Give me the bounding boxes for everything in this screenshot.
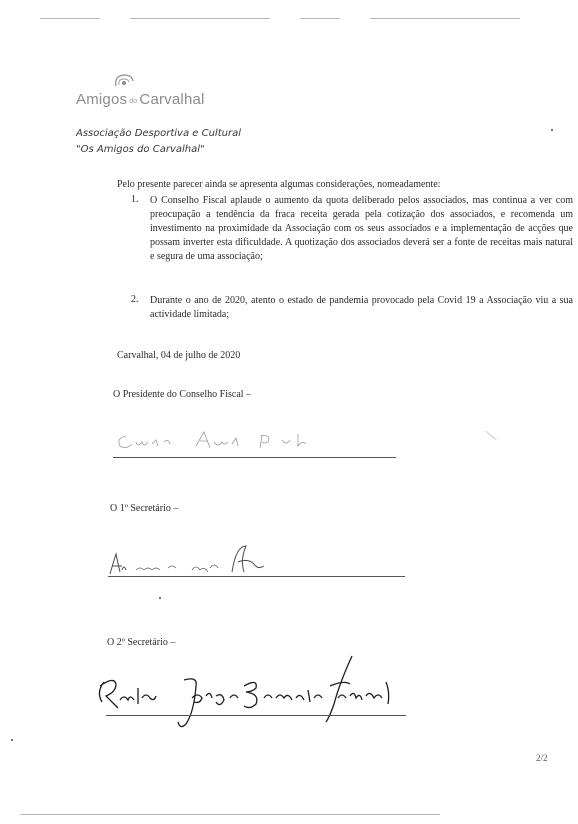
- secretary1-signature-line: [108, 576, 405, 577]
- association-name-line1: Associação Desportiva e Cultural: [76, 128, 241, 139]
- list-item-number: 2.: [131, 294, 139, 305]
- scan-edge-bottom: [20, 814, 440, 815]
- secretary2-signature: [94, 652, 404, 734]
- secretary2-signature-line: [106, 715, 406, 716]
- list-item-text: Durante o ano de 2020, atento o estado de pandemia provocado pela Covid 19 a Associação viu a sua actividade limitada;: [150, 295, 573, 320]
- scan-edge-top: [130, 18, 270, 19]
- president-signature-line: [113, 457, 396, 458]
- secretary1-label: O 1º Secretário –: [110, 503, 179, 514]
- scan-speck: [551, 129, 553, 131]
- scan-speck: [159, 597, 161, 599]
- scan-speck: [11, 739, 13, 741]
- logo-wordmark: [76, 91, 205, 108]
- intro-paragraph: Pelo presente parecer ainda se apresenta algumas considerações, nomeadamente:: [117, 179, 441, 190]
- place-date: Carvalhal, 04 de julho de 2020: [117, 350, 241, 361]
- list-item-text: O Conselho Fiscal aplaude o aumento da quota deliberado pelos associados, mas continua a ver com preocupação a tendência da fraca receita gerada pela cotização dos associados, e recomenda um investimento na proximidade da Associação com os seus associados e a implementação de acções que possam inverter esta dificuldade. A quotização dos associados deverá ser a fonte de receitas mais natural e segura de uma associação;: [150, 195, 573, 262]
- president-label: O Presidente do Conselho Fiscal –: [113, 389, 252, 400]
- association-name-line2: "Os Amigos do Carvalhal": [76, 144, 205, 155]
- list-item-number: 1.: [131, 194, 139, 205]
- scan-edge-top: [40, 18, 100, 19]
- logo-word-do: do: [129, 98, 138, 105]
- scan-edge-top: [370, 18, 520, 19]
- scan-edge-top: [300, 18, 340, 19]
- page-number: 2/2: [536, 753, 548, 763]
- secretary1-signature: [108, 540, 288, 580]
- logo-word-carvalhal: Carvalhal: [139, 91, 205, 108]
- secretary2-label: O 2º Secretário –: [107, 637, 176, 648]
- president-signature: [112, 426, 352, 458]
- logo-word-amigos: Amigos: [76, 91, 128, 108]
- scan-speck: [485, 431, 496, 441]
